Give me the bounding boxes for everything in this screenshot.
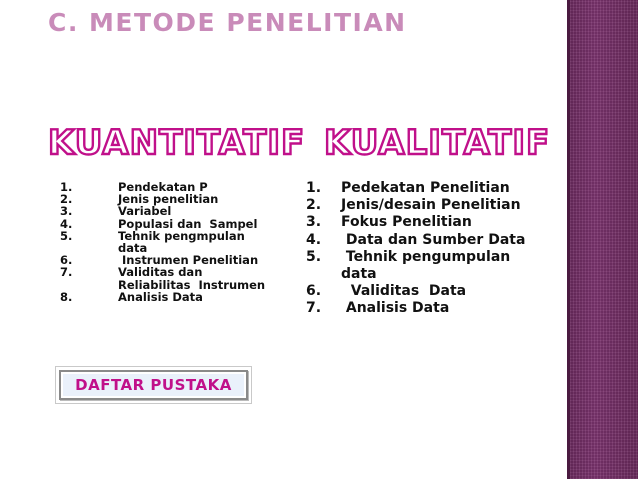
item-text: Jenis penelitian: [118, 192, 219, 207]
list-item: [60, 205, 290, 217]
list-item: [60, 266, 290, 278]
item-text: Populasi dan Sampel: [118, 216, 258, 231]
item-text: data: [118, 241, 148, 256]
item-text: Reliabilitas Instrumen: [118, 277, 266, 292]
item-number: 1.: [60, 180, 73, 194]
item-text: Tehnik pengumpulan: [341, 248, 511, 265]
item-number: 7.: [60, 265, 73, 280]
decorative-side-bar: [567, 0, 638, 479]
item-number: 4.: [60, 216, 73, 231]
list-item-continuation: [306, 266, 556, 283]
item-number: 2.: [60, 192, 73, 207]
item-number: 6.: [60, 253, 73, 268]
list-item: [306, 214, 556, 231]
item-text: Variabel: [118, 204, 172, 219]
item-number: 7.: [306, 300, 322, 317]
item-number: [60, 279, 118, 291]
item-number: 1.: [306, 180, 322, 196]
list-item: [306, 249, 556, 266]
item-text: Jenis/desain Penelitian: [341, 197, 521, 214]
item-number: 4.: [306, 231, 322, 248]
item-text: Pedekatan Penelitian: [341, 180, 510, 196]
item-number: 3.: [306, 214, 322, 231]
list-item: [306, 232, 556, 249]
item-number: 5.: [60, 228, 73, 243]
item-text: Analisis Data: [118, 289, 203, 304]
item-text: Validitas dan: [118, 265, 203, 280]
daftar-pustaka-button[interactable]: DAFTAR PUSTAKA: [59, 370, 248, 400]
quantitative-list: [60, 181, 290, 303]
left-heading-text: KUANTITATIF: [48, 123, 306, 163]
list-item: [306, 180, 556, 197]
list-item: [306, 197, 556, 214]
list-item: [60, 230, 290, 242]
list-item: [306, 283, 556, 300]
list-item: [306, 300, 556, 317]
item-text: Instrumen Penelitian: [118, 253, 259, 268]
left-heading: [46, 118, 306, 163]
item-text: Analisis Data: [341, 300, 450, 317]
item-number: [306, 266, 341, 283]
list-item-continuation: [60, 279, 290, 291]
side-bar-edge: [567, 0, 570, 479]
item-text: Tehnik pengmpulan: [118, 228, 245, 243]
item-text: Fokus Penelitian: [341, 214, 472, 231]
list-item: [60, 218, 290, 230]
item-text: Validitas Data: [341, 283, 467, 300]
item-number: 5.: [306, 248, 322, 265]
item-number: 8.: [60, 289, 73, 304]
item-number: 2.: [306, 197, 322, 214]
right-heading-text: KUALITATIF: [324, 123, 551, 163]
list-item: [60, 193, 290, 205]
slide-title: C. METODE PENELITIAN: [48, 8, 407, 37]
right-heading: [322, 118, 551, 163]
item-text: Pendekatan P: [118, 180, 208, 194]
qualitative-list: [306, 180, 556, 318]
item-text: data: [341, 266, 377, 283]
item-number: 3.: [60, 204, 73, 219]
list-item: [60, 291, 290, 303]
item-text: Data dan Sumber Data: [341, 231, 526, 248]
item-number: 6.: [306, 283, 322, 300]
